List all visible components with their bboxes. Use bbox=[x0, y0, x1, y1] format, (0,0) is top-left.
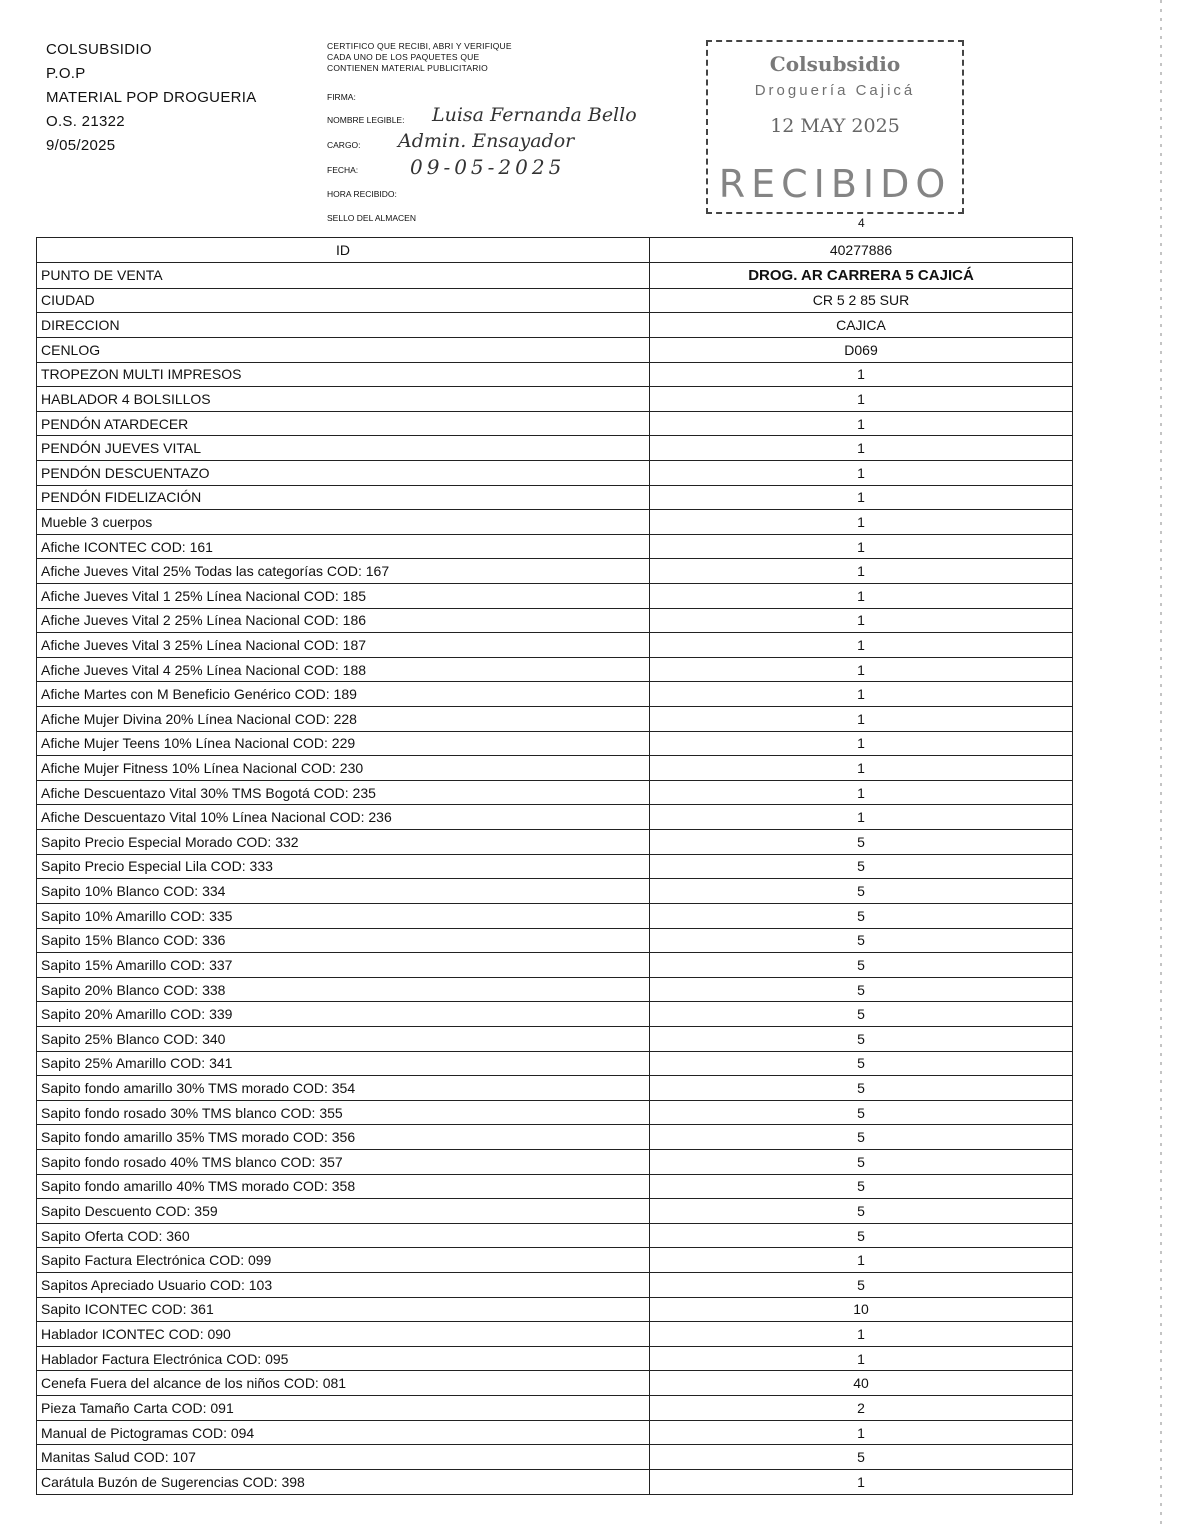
fecha-label: FECHA: bbox=[327, 165, 359, 175]
item-label-cell: TROPEZON MULTI IMPRESOS bbox=[37, 362, 650, 387]
table-row bbox=[37, 1445, 1073, 1470]
table-row bbox=[37, 534, 1073, 559]
page-number: 4 bbox=[858, 216, 865, 230]
order-number: O.S. 21322 bbox=[46, 113, 125, 130]
item-value-cell: 1 bbox=[650, 485, 1073, 510]
table-row bbox=[37, 953, 1073, 978]
item-value-cell: 2 bbox=[650, 1396, 1073, 1421]
item-value-cell: 1 bbox=[650, 559, 1073, 584]
table-row bbox=[37, 1150, 1073, 1175]
table-row bbox=[37, 1396, 1073, 1421]
item-label-cell: Hablador ICONTEC COD: 090 bbox=[37, 1322, 650, 1347]
item-label-cell: Sapito fondo amarillo 35% TMS morado COD: 356 bbox=[37, 1125, 650, 1150]
item-label-cell: Sapito 10% Amarillo COD: 335 bbox=[37, 903, 650, 928]
table-row bbox=[37, 411, 1073, 436]
table-row bbox=[37, 1297, 1073, 1322]
item-value-cell: 1 bbox=[650, 583, 1073, 608]
received-stamp bbox=[706, 40, 964, 214]
table-row bbox=[37, 238, 1073, 263]
table-row bbox=[37, 460, 1073, 485]
table-row bbox=[37, 608, 1073, 633]
item-value-cell: CAJICA bbox=[650, 313, 1073, 338]
table-row bbox=[37, 682, 1073, 707]
table-row bbox=[37, 313, 1073, 338]
item-label-cell: Manual de Pictogramas COD: 094 bbox=[37, 1420, 650, 1445]
material-table bbox=[36, 237, 1073, 1495]
item-value-cell: 5 bbox=[650, 1076, 1073, 1101]
item-value-cell: 5 bbox=[650, 928, 1073, 953]
item-value-cell: 1 bbox=[650, 633, 1073, 658]
table-row bbox=[37, 780, 1073, 805]
item-label-cell: Afiche Descuentazo Vital 30% TMS Bogotá COD: 235 bbox=[37, 780, 650, 805]
item-label-cell: PENDÓN JUEVES VITAL bbox=[37, 436, 650, 461]
stamp-date: 12 MAY 2025 bbox=[770, 115, 900, 137]
item-label-cell: Sapito Descuento COD: 359 bbox=[37, 1199, 650, 1224]
item-value-cell: 1 bbox=[650, 436, 1073, 461]
item-label-cell: HABLADOR 4 BOLSILLOS bbox=[37, 387, 650, 412]
cert-line: CERTIFICO QUE RECIBI, ABRI Y VERIFIQUE bbox=[327, 41, 512, 51]
item-value-cell: 1 bbox=[650, 411, 1073, 436]
item-value-cell: 1 bbox=[650, 387, 1073, 412]
item-label-cell: Afiche Jueves Vital 2 25% Línea Nacional COD: 186 bbox=[37, 608, 650, 633]
item-value-cell: 5 bbox=[650, 1051, 1073, 1076]
item-value-cell: 5 bbox=[650, 1150, 1073, 1175]
table-row bbox=[37, 1076, 1073, 1101]
item-label-cell: Carátula Buzón de Sugerencias COD: 398 bbox=[37, 1469, 650, 1494]
item-value-cell: 1 bbox=[650, 1420, 1073, 1445]
item-value-cell: DROG. AR CARRERA 5 CAJICÁ bbox=[650, 262, 1073, 288]
item-value-cell: 5 bbox=[650, 1125, 1073, 1150]
item-label-cell: Sapito fondo amarillo 40% TMS morado COD: 358 bbox=[37, 1174, 650, 1199]
item-value-cell: 1 bbox=[650, 756, 1073, 781]
table-row bbox=[37, 977, 1073, 1002]
item-label-cell: Sapito 15% Amarillo COD: 337 bbox=[37, 953, 650, 978]
item-label-cell: Sapito 20% Amarillo COD: 339 bbox=[37, 1002, 650, 1027]
material-label: MATERIAL POP DROGUERIA bbox=[46, 89, 257, 106]
item-value-cell: 1 bbox=[650, 780, 1073, 805]
item-value-cell: 5 bbox=[650, 1223, 1073, 1248]
item-value-cell: 1 bbox=[650, 1469, 1073, 1494]
table-row bbox=[37, 1199, 1073, 1224]
item-value-cell: CR 5 2 85 SUR bbox=[650, 288, 1073, 313]
table-row bbox=[37, 362, 1073, 387]
item-label-cell: Sapito 25% Amarillo COD: 341 bbox=[37, 1051, 650, 1076]
table-row bbox=[37, 830, 1073, 855]
sello-label: SELLO DEL ALMACEN bbox=[327, 213, 416, 223]
table-row bbox=[37, 1322, 1073, 1347]
cert-line: CADA UNO DE LOS PAQUETES QUE bbox=[327, 52, 480, 62]
scan-edge-line bbox=[1160, 0, 1162, 1528]
item-value-cell: 5 bbox=[650, 830, 1073, 855]
item-value-cell: 5 bbox=[650, 1002, 1073, 1027]
item-value-cell: 1 bbox=[650, 1248, 1073, 1273]
table-row bbox=[37, 1002, 1073, 1027]
material-table-body bbox=[37, 238, 1073, 1495]
table-row bbox=[37, 583, 1073, 608]
item-value-cell: 5 bbox=[650, 1174, 1073, 1199]
stamp-store: Droguería Cajicá bbox=[754, 82, 916, 99]
item-label-cell: Sapito fondo amarillo 30% TMS morado COD: 354 bbox=[37, 1076, 650, 1101]
cert-line: CONTIENEN MATERIAL PUBLICITARIO bbox=[327, 63, 488, 73]
table-row bbox=[37, 707, 1073, 732]
table-row bbox=[37, 657, 1073, 682]
item-label-cell: Sapito Precio Especial Morado COD: 332 bbox=[37, 830, 650, 855]
item-label-cell: Afiche Mujer Teens 10% Línea Nacional COD: 229 bbox=[37, 731, 650, 756]
item-label-cell: Afiche Mujer Divina 20% Línea Nacional COD: 228 bbox=[37, 707, 650, 732]
table-row bbox=[37, 1125, 1073, 1150]
item-label-cell: PENDÓN ATARDECER bbox=[37, 411, 650, 436]
item-label-cell: Afiche Mujer Fitness 10% Línea Nacional COD: 230 bbox=[37, 756, 650, 781]
item-label-cell: DIRECCION bbox=[37, 313, 650, 338]
item-label-cell: Afiche Jueves Vital 4 25% Línea Nacional COD: 188 bbox=[37, 657, 650, 682]
item-label-cell: Hablador Factura Electrónica COD: 095 bbox=[37, 1346, 650, 1371]
table-row bbox=[37, 262, 1073, 288]
table-row bbox=[37, 1346, 1073, 1371]
table-row bbox=[37, 288, 1073, 313]
item-label-cell: Sapito ICONTEC COD: 361 bbox=[37, 1297, 650, 1322]
nombre-label: NOMBRE LEGIBLE: bbox=[327, 115, 405, 125]
item-label-cell: Afiche Jueves Vital 3 25% Línea Nacional COD: 187 bbox=[37, 633, 650, 658]
item-label-cell: Afiche Descuentazo Vital 10% Línea Nacional COD: 236 bbox=[37, 805, 650, 830]
table-row bbox=[37, 436, 1073, 461]
hora-label: HORA RECIBIDO: bbox=[327, 189, 397, 199]
table-row bbox=[37, 1420, 1073, 1445]
item-value-cell: 40 bbox=[650, 1371, 1073, 1396]
item-label-cell: ID bbox=[37, 238, 650, 263]
pop-label: P.O.P bbox=[46, 65, 86, 82]
item-value-cell: 1 bbox=[650, 362, 1073, 387]
item-label-cell: Sapito 10% Blanco COD: 334 bbox=[37, 879, 650, 904]
table-row bbox=[37, 633, 1073, 658]
item-label-cell: CIUDAD bbox=[37, 288, 650, 313]
item-value-cell: 5 bbox=[650, 953, 1073, 978]
table-row bbox=[37, 1223, 1073, 1248]
table-row bbox=[37, 903, 1073, 928]
certification-text bbox=[327, 41, 512, 74]
item-label-cell: Pieza Tamaño Carta COD: 091 bbox=[37, 1396, 650, 1421]
item-value-cell: D069 bbox=[650, 337, 1073, 362]
table-row bbox=[37, 805, 1073, 830]
item-value-cell: 1 bbox=[650, 707, 1073, 732]
table-row bbox=[37, 485, 1073, 510]
item-label-cell: Cenefa Fuera del alcance de los niños COD: 081 bbox=[37, 1371, 650, 1396]
table-row bbox=[37, 1248, 1073, 1273]
item-value-cell: 5 bbox=[650, 1273, 1073, 1298]
item-value-cell: 5 bbox=[650, 879, 1073, 904]
item-label-cell: Sapito Factura Electrónica COD: 099 bbox=[37, 1248, 650, 1273]
item-label-cell: Afiche Jueves Vital 25% Todas las categorías COD: 167 bbox=[37, 559, 650, 584]
item-label-cell: Sapito fondo rosado 30% TMS blanco COD: 355 bbox=[37, 1100, 650, 1125]
table-row bbox=[37, 337, 1073, 362]
table-row bbox=[37, 1026, 1073, 1051]
item-value-cell: 1 bbox=[650, 805, 1073, 830]
item-value-cell: 5 bbox=[650, 1445, 1073, 1470]
item-value-cell: 1 bbox=[650, 657, 1073, 682]
stamp-status: RECIBIDO bbox=[718, 162, 952, 206]
item-label-cell: PENDÓN FIDELIZACIÓN bbox=[37, 485, 650, 510]
item-value-cell: 1 bbox=[650, 682, 1073, 707]
item-value-cell: 1 bbox=[650, 731, 1073, 756]
item-value-cell: 40277886 bbox=[650, 238, 1073, 263]
item-label-cell: Afiche ICONTEC COD: 161 bbox=[37, 534, 650, 559]
nombre-value: Luisa Fernanda Bello bbox=[432, 104, 637, 126]
table-row bbox=[37, 1100, 1073, 1125]
table-row bbox=[37, 1469, 1073, 1494]
item-label-cell: Sapitos Apreciado Usuario COD: 103 bbox=[37, 1273, 650, 1298]
item-value-cell: 1 bbox=[650, 534, 1073, 559]
item-label-cell: CENLOG bbox=[37, 337, 650, 362]
table-row bbox=[37, 1273, 1073, 1298]
item-label-cell: Manitas Salud COD: 107 bbox=[37, 1445, 650, 1470]
item-value-cell: 5 bbox=[650, 854, 1073, 879]
item-value-cell: 1 bbox=[650, 510, 1073, 535]
cargo-value: Admin. Ensayador bbox=[398, 130, 575, 152]
item-label-cell: Sapito fondo rosado 40% TMS blanco COD: 357 bbox=[37, 1150, 650, 1175]
header-block bbox=[46, 38, 257, 158]
item-label-cell: Sapito Oferta COD: 360 bbox=[37, 1223, 650, 1248]
table-row bbox=[37, 510, 1073, 535]
fecha-value: 09-05-2025 bbox=[410, 155, 566, 179]
table-row bbox=[37, 756, 1073, 781]
item-value-cell: 1 bbox=[650, 608, 1073, 633]
table-row bbox=[37, 854, 1073, 879]
table-row bbox=[37, 1051, 1073, 1076]
table-row bbox=[37, 1371, 1073, 1396]
item-label-cell: Mueble 3 cuerpos bbox=[37, 510, 650, 535]
item-label-cell: Sapito 25% Blanco COD: 340 bbox=[37, 1026, 650, 1051]
item-value-cell: 1 bbox=[650, 460, 1073, 485]
item-label-cell: Sapito 15% Blanco COD: 336 bbox=[37, 928, 650, 953]
item-value-cell: 10 bbox=[650, 1297, 1073, 1322]
table-row bbox=[37, 387, 1073, 412]
firma-label: FIRMA: bbox=[327, 92, 356, 102]
item-value-cell: 5 bbox=[650, 903, 1073, 928]
table-row bbox=[37, 559, 1073, 584]
item-label-cell: Afiche Martes con M Beneficio Genérico COD: 189 bbox=[37, 682, 650, 707]
table-row bbox=[37, 928, 1073, 953]
item-label-cell: PUNTO DE VENTA bbox=[37, 262, 650, 288]
item-value-cell: 5 bbox=[650, 1199, 1073, 1224]
item-value-cell: 5 bbox=[650, 1026, 1073, 1051]
table-row bbox=[37, 879, 1073, 904]
item-value-cell: 1 bbox=[650, 1346, 1073, 1371]
company-name: COLSUBSIDIO bbox=[46, 41, 152, 58]
table-row bbox=[37, 731, 1073, 756]
item-label-cell: Sapito Precio Especial Lila COD: 333 bbox=[37, 854, 650, 879]
item-label-cell: PENDÓN DESCUENTAZO bbox=[37, 460, 650, 485]
table-row bbox=[37, 1174, 1073, 1199]
item-value-cell: 5 bbox=[650, 977, 1073, 1002]
item-label-cell: Sapito 20% Blanco COD: 338 bbox=[37, 977, 650, 1002]
document-date: 9/05/2025 bbox=[46, 137, 116, 154]
stamp-brand: Colsubsidio bbox=[769, 52, 901, 76]
cargo-label: CARGO: bbox=[327, 140, 361, 150]
item-value-cell: 1 bbox=[650, 1322, 1073, 1347]
item-label-cell: Afiche Jueves Vital 1 25% Línea Nacional COD: 185 bbox=[37, 583, 650, 608]
item-value-cell: 5 bbox=[650, 1100, 1073, 1125]
